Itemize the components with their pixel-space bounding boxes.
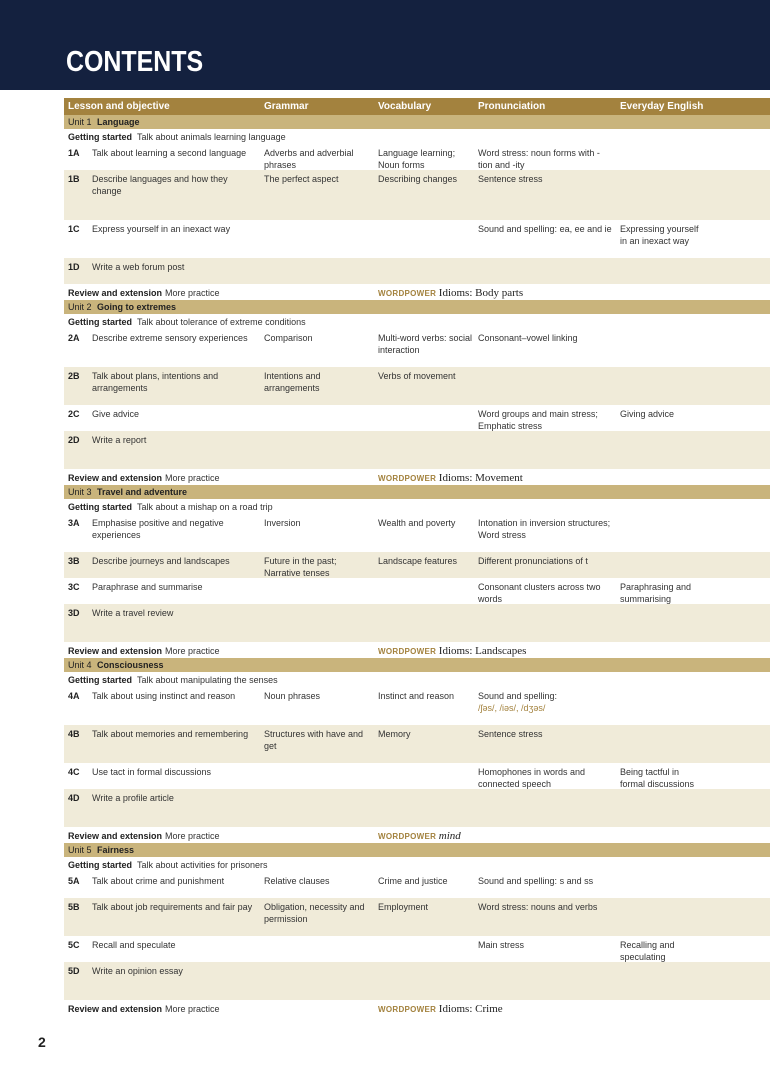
lesson-vocabulary: Employment: [378, 902, 429, 912]
wordpower-label: WORDPOWER: [378, 832, 437, 841]
review-label: Review and extension: [68, 473, 163, 483]
lesson-grammar: Adverbs and adverbial phrases: [264, 148, 354, 170]
unit-title: Consciousness: [97, 660, 164, 670]
unit-number-label: Unit 3: [68, 487, 92, 497]
header-grammar: Grammar: [264, 101, 309, 112]
lesson-objective: Recall and speculate: [92, 940, 176, 950]
lesson-objective: Write a report: [92, 435, 147, 445]
lesson-vocabulary: Multi-word verbs: social interaction: [378, 333, 473, 355]
lesson-objective: Talk about job requirements and fair pay: [92, 902, 253, 912]
lesson-everyday-english: Giving advice: [620, 409, 675, 419]
pronunciation-text: Sentence stress: [478, 729, 543, 739]
getting-started-label: Getting started: [68, 132, 133, 142]
lesson-pronunciation: [478, 148, 613, 171]
lesson-grammar: Inversion: [264, 518, 301, 528]
lesson-code: 4A: [68, 691, 80, 701]
lesson-row: [64, 552, 770, 578]
lesson-objective: Talk about using instinct and reason: [92, 691, 236, 701]
ipa-symbols: /ʃəs/, /iəs/, /dʒəs/: [478, 702, 546, 713]
pronunciation-text: Word stress: nouns and verbs: [478, 902, 598, 912]
lesson-code: 2C: [68, 409, 80, 419]
lesson-objective: Describe extreme sensory experiences: [92, 333, 248, 343]
lesson-row: [64, 405, 770, 431]
unit-number-label: Unit 4: [68, 660, 92, 670]
getting-started-text: Talk about animals learning language: [137, 132, 286, 142]
unit-title: Fairness: [97, 845, 135, 855]
unit-number-label: Unit 5: [68, 845, 92, 855]
lesson-row: [64, 687, 770, 725]
wordpower: [378, 1003, 503, 1015]
review-label: Review and extension: [68, 646, 163, 656]
getting-started-row: [64, 129, 770, 144]
getting-started-text: Talk about manipulating the senses: [137, 675, 278, 685]
lesson-row: [64, 514, 770, 552]
lesson-everyday-english: Expressing yourself in an inexact way: [620, 224, 699, 246]
lesson-pronunciation: [478, 582, 613, 605]
pronunciation-text: Homophones in words and connected speech: [478, 767, 586, 789]
getting-started-label: Getting started: [68, 317, 133, 327]
getting-started-row: [64, 499, 770, 514]
lesson-objective: Talk about crime and punishment: [92, 876, 225, 886]
pronunciation-text: Word groups and main stress; Emphatic stress: [478, 409, 598, 431]
lesson-code: 5D: [68, 966, 80, 976]
lesson-pronunciation: [478, 409, 613, 432]
lesson-row: [64, 144, 770, 170]
lesson-objective: Write an opinion essay: [92, 966, 183, 976]
lesson-pronunciation: [478, 333, 613, 345]
page-title: CONTENTS: [66, 46, 204, 78]
lesson-objective: Describe languages and how they change: [92, 174, 228, 196]
lesson-vocabulary: Wealth and poverty: [378, 518, 456, 528]
wordpower-label: WORDPOWER: [378, 647, 437, 656]
units-container: [64, 115, 770, 1016]
lesson-pronunciation: [478, 224, 613, 236]
pronunciation-text: Main stress: [478, 940, 525, 950]
lesson-pronunciation: [478, 729, 613, 741]
getting-started-label: Getting started: [68, 860, 133, 870]
lesson-pronunciation: [478, 876, 613, 888]
review-text: More practice: [165, 646, 220, 656]
review-label: Review and extension: [68, 1004, 163, 1014]
wordpower-text: Idioms: Crime: [438, 1003, 503, 1015]
getting-started-row: [64, 314, 770, 329]
pronunciation-text: Sound and spelling:: [478, 691, 558, 701]
header-vocabulary: Vocabulary: [378, 101, 432, 112]
unit-header-row: [64, 300, 770, 314]
lesson-everyday-english: Recalling and speculating: [620, 940, 675, 962]
lesson-row: [64, 604, 770, 642]
lesson-row: [64, 220, 770, 258]
review-row: [64, 284, 770, 300]
lesson-objective: Emphasise positive and negative experiences: [92, 518, 224, 540]
wordpower-label: WORDPOWER: [378, 289, 437, 298]
unit-number-label: Unit 2: [68, 302, 92, 312]
lesson-everyday-english: Paraphrasing and summarising: [620, 582, 692, 604]
pronunciation-text: Sound and spelling: s and ss: [478, 876, 594, 886]
lesson-vocabulary: Crime and justice: [378, 876, 448, 886]
getting-started-text: Talk about a mishap on a road trip: [137, 502, 273, 512]
review-text: More practice: [165, 831, 220, 841]
lesson-vocabulary: Language learning; Noun forms: [378, 148, 456, 170]
lesson-row: [64, 258, 770, 284]
pronunciation-text: Consonant clusters across two words: [478, 582, 601, 604]
lesson-vocabulary: Instinct and reason: [378, 691, 455, 701]
unit-title: Language: [97, 117, 140, 127]
wordpower-text: Idioms: Body parts: [438, 287, 524, 299]
lesson-pronunciation: [478, 174, 613, 186]
lesson-code: 3D: [68, 608, 80, 618]
lesson-pronunciation: [478, 940, 613, 952]
lesson-code: 1C: [68, 224, 80, 234]
lesson-code: 5B: [68, 902, 80, 912]
lesson-grammar: The perfect aspect: [264, 174, 339, 184]
lesson-row: [64, 872, 770, 898]
contents-table: [64, 98, 770, 1016]
getting-started-text: Talk about tolerance of extreme conditions: [137, 317, 306, 327]
unit-header-row: [64, 658, 770, 672]
lesson-row: [64, 898, 770, 936]
lesson-pronunciation: [478, 767, 613, 790]
wordpower: [378, 830, 461, 842]
lesson-objective: Talk about memories and remembering: [92, 729, 249, 739]
lesson-objective: Write a web forum post: [92, 262, 185, 272]
lesson-code: 5A: [68, 876, 80, 886]
lesson-row: [64, 578, 770, 604]
getting-started-row: [64, 672, 770, 687]
pronunciation-text: Consonant–vowel linking: [478, 333, 578, 343]
lesson-objective: Talk about plans, intentions and arrangements: [92, 371, 219, 393]
wordpower-text: mind: [438, 830, 461, 842]
pronunciation-text: Intonation in inversion structures; Word stress: [478, 518, 611, 540]
lesson-code: 3A: [68, 518, 80, 528]
lesson-code: 4B: [68, 729, 80, 739]
lesson-objective: Write a travel review: [92, 608, 174, 618]
lesson-pronunciation: [478, 518, 613, 541]
page-number: 2: [38, 1034, 46, 1050]
getting-started-label: Getting started: [68, 675, 133, 685]
lesson-code: 2A: [68, 333, 80, 343]
wordpower-label: WORDPOWER: [378, 474, 437, 483]
lesson-code: 2D: [68, 435, 80, 445]
unit-header-row: [64, 485, 770, 499]
lesson-grammar: Comparison: [264, 333, 313, 343]
pronunciation-text: Word stress: noun forms with -tion and -ity: [478, 148, 600, 170]
lesson-code: 3C: [68, 582, 80, 592]
pronunciation-text: Different pronunciations of t: [478, 556, 588, 566]
lesson-grammar: Obligation, necessity and permission: [264, 902, 365, 924]
lesson-code: 4D: [68, 793, 80, 803]
lesson-code: 5C: [68, 940, 80, 950]
header-everyday-english: Everyday English: [620, 101, 704, 112]
header-pronunciation: Pronunciation: [478, 101, 546, 112]
wordpower: [378, 287, 523, 299]
lesson-row: [64, 725, 770, 763]
lesson-pronunciation: [478, 556, 613, 568]
lesson-code: 1B: [68, 174, 80, 184]
lesson-row: [64, 789, 770, 827]
getting-started-label: Getting started: [68, 502, 133, 512]
review-row: [64, 827, 770, 843]
lesson-grammar: Future in the past; Narrative tenses: [264, 556, 337, 578]
wordpower: [378, 472, 523, 484]
review-text: More practice: [165, 473, 220, 483]
lesson-vocabulary: Landscape features: [378, 556, 458, 566]
unit-number-label: Unit 1: [68, 117, 92, 127]
unit-title: Travel and adventure: [97, 487, 188, 497]
review-label: Review and extension: [68, 831, 163, 841]
lesson-objective: Paraphrase and summarise: [92, 582, 203, 592]
lesson-code: 4C: [68, 767, 80, 777]
unit-title: Going to extremes: [97, 302, 177, 312]
lesson-grammar: Noun phrases: [264, 691, 321, 701]
wordpower-text: Idioms: Movement: [438, 472, 523, 484]
lesson-grammar: Structures with have and get: [264, 729, 364, 751]
lesson-code: 1A: [68, 148, 80, 158]
review-label: Review and extension: [68, 288, 163, 298]
lesson-grammar: Relative clauses: [264, 876, 330, 886]
lesson-pronunciation: [478, 691, 613, 714]
wordpower-text: Idioms: Landscapes: [438, 645, 527, 657]
review-text: More practice: [165, 288, 220, 298]
lesson-vocabulary: Describing changes: [378, 174, 458, 184]
table-header: [64, 98, 770, 115]
wordpower-label: WORDPOWER: [378, 1005, 437, 1014]
lesson-vocabulary: Memory: [378, 729, 411, 739]
header-lesson: Lesson and objective: [68, 101, 170, 112]
lesson-row: [64, 367, 770, 405]
lesson-row: [64, 431, 770, 469]
pronunciation-text: Sentence stress: [478, 174, 543, 184]
getting-started-row: [64, 857, 770, 872]
lesson-row: [64, 763, 770, 789]
lesson-vocabulary: Verbs of movement: [378, 371, 456, 381]
lesson-objective: Express yourself in an inexact way: [92, 224, 231, 234]
lesson-objective: Use tact in formal discussions: [92, 767, 212, 777]
lesson-objective: Write a profile article: [92, 793, 174, 803]
review-row: [64, 1000, 770, 1016]
wordpower: [378, 645, 526, 657]
lesson-code: 3B: [68, 556, 80, 566]
lesson-everyday-english: Being tactful in formal discussions: [620, 767, 695, 789]
review-row: [64, 642, 770, 658]
lesson-grammar: Intentions and arrangements: [264, 371, 321, 393]
lesson-row: [64, 936, 770, 962]
pronunciation-text: Sound and spelling: ea, ee and ie: [478, 224, 612, 234]
lesson-row: [64, 329, 770, 367]
lesson-objective: Talk about learning a second language: [92, 148, 247, 158]
review-text: More practice: [165, 1004, 220, 1014]
getting-started-text: Talk about activities for prisoners: [137, 860, 268, 870]
lesson-code: 2B: [68, 371, 80, 381]
lesson-row: [64, 962, 770, 1000]
unit-header-row: [64, 115, 770, 129]
review-row: [64, 469, 770, 485]
lesson-row: [64, 170, 770, 220]
lesson-code: 1D: [68, 262, 80, 272]
lesson-objective: Describe journeys and landscapes: [92, 556, 230, 566]
lesson-pronunciation: [478, 902, 613, 914]
lesson-objective: Give advice: [92, 409, 140, 419]
unit-header-row: [64, 843, 770, 857]
